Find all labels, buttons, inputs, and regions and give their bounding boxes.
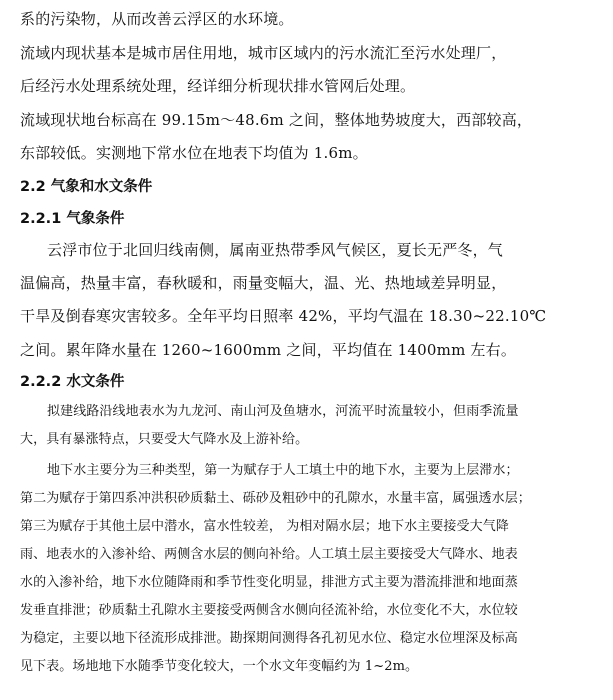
paragraph-4-line-6: 发垂直排泄；砂质黏土孔隙水主要接受两侧含水侧向径流补给，水位变化不大，水位较 — [20, 603, 518, 618]
paragraph-3-line-2: 大，具有暴涨特点，只要受大气降水及上游补给。 — [20, 432, 309, 447]
paragraph-1-line-2: 流域内现状基本是城市居住用地，城市区域内的污水流汇至污水处理厂， — [20, 44, 507, 62]
paragraph-1-line-4: 流域现状地台标高在 99.15m～48.6m 之间，整体地势坡度大，西部较高， — [20, 111, 533, 129]
paragraph-2-line-3: 干旱及倒春寒灾害较多。全年平均日照率 42%，平均气温在 18.30~22.10℃ — [20, 307, 547, 325]
paragraph-2-line-2: 温偏高，热量丰富，春秋暖和，雨量变幅大，温、光、热地域差异明显， — [20, 274, 507, 292]
paragraph-1-line-1: 系的污染物，从而改善云浮区的水环境。 — [20, 10, 294, 28]
section-heading-2-2-1: 2.2.1 气象条件 — [20, 211, 125, 227]
paragraph-4-line-8: 见下表。场地地下水随季节变化较大，一个水文年变幅约为 1~2m。 — [20, 659, 419, 674]
paragraph-1-line-5: 东部较低。实测地下常水位在地表下均值为 1.6m。 — [20, 144, 368, 162]
paragraph-4-line-2: 第二为赋存于第四系冲洪积砂质黏土、砾砂及粗砂中的孔隙水，水量丰富，属强透水层； — [20, 491, 531, 506]
section-heading-2-2-2: 2.2.2 水文条件 — [20, 374, 125, 390]
paragraph-3-line-1: 拟建线路沿线地表水为九龙河、南山河及鱼塘水，河流平时流量较小，但雨季流量 — [47, 404, 519, 419]
paragraph-4-line-4: 雨、地表水的入渗补给、两侧含水层的侧向补给。人工填土层主要接受大气降水、地表 — [20, 547, 518, 562]
paragraph-2-line-4: 之间。累年降水量在 1260~1600mm 之间，平均值在 1400mm 左右。 — [20, 341, 517, 359]
paragraph-4-line-1: 地下水主要分为三种类型，第一为赋存于人工填土中的地下水，主要为上层滞水； — [47, 463, 519, 478]
paragraph-4-line-5: 水的入渗补给，地下水位随降雨和季节性变化明显，排泄方式主要为潜流排泄和地面蒸 — [20, 575, 518, 590]
paragraph-1-line-3: 后经污水处理系统处理，经详细分析现状排水管网后处理。 — [20, 77, 416, 95]
paragraph-4-line-3: 第三为赋存于其他土层中潜水，富水性较差， 为相对隔水层；地下水主要接受大气降 — [20, 519, 509, 534]
paragraph-2-line-1: 云浮市位于北回归线南侧，属南亚热带季风气候区，夏长无严冬，气 — [47, 241, 504, 259]
paragraph-4-line-7: 为稳定，主要以地下径流形成排泄。勘探期间测得各孔初见水位、稳定水位埋深及标高 — [20, 631, 518, 646]
section-heading-2-2: 2.2 气象和水文条件 — [20, 179, 153, 195]
